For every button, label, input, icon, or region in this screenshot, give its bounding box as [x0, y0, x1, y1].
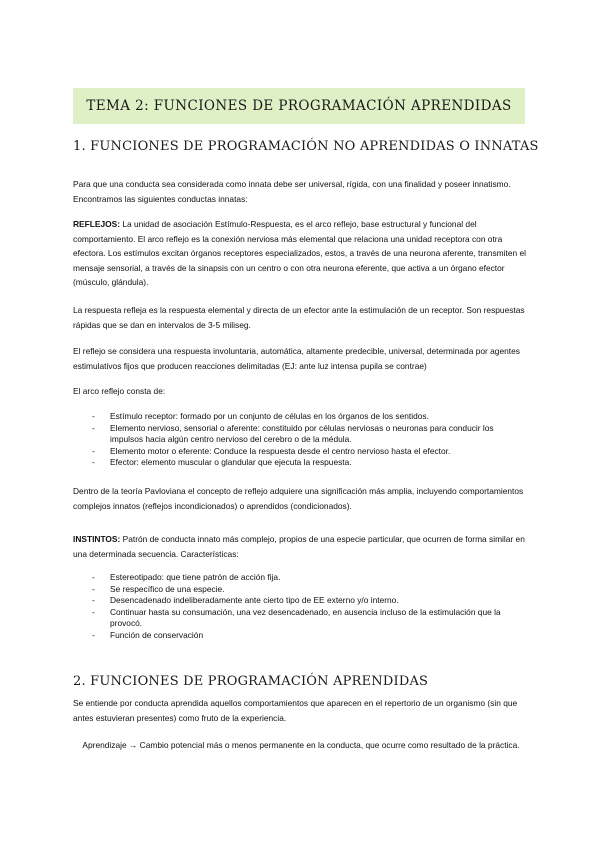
reflejos-text: La unidad de asociación Estímulo-Respuesta, es el arco reflejo, base estructural y funcional del comportamiento. El arco reflejo es la conexión nerviosa más elemental que relaciona una unidad receptora con otra efectora. Los estímulos excitan órganos receptores especializados, estos, a través de una neurona aferente, transmiten el mensaje sensorial, a través de la sinapsis con un centro o con otra neurona eferente, que activa a un órgano efector (músculo, glándula).: [73, 219, 526, 287]
bullet-dash: -: [92, 572, 95, 582]
aprendida-paragraph: Se entiende por conducta aprendida aquellos comportamientos que aparecen en el repertorio de un organismo (sin que antes estuvieran presentes) como fruto de la experiencia.: [73, 698, 518, 723]
list-item: - Elemento nervioso, sensorial o aferente: constituido por células nerviosas o neuronas para conducir los impulsos hacia algún centro nervioso del cerebro o de la médula.: [92, 422, 494, 444]
reflejo-involuntario-paragraph: El reflejo se considera una respuesta involuntaria, automática, altamente predecible, universal, determinada por agentes estimulativos fijos que producen reacciones delimitadas (EJ: ante luz intensa pupila se contrae): [73, 346, 520, 371]
list-item: - Función de conservación: [92, 629, 204, 640]
bullet-dash: -: [92, 583, 95, 594]
section-2-heading: 2. FUNCIONES DE PROGRAMACIÓN APRENDIDAS: [73, 674, 429, 689]
intro-paragraph: Para que una conducta sea considerada como innata debe ser universal, rígida, con una finalidad y poseer innatismo. Encontramos las siguientes conductas innatas:: [73, 179, 511, 204]
list-item: - Estereotipado: que tiene patrón de acción fija.: [92, 572, 281, 582]
reflejos-paragraph: [73, 217, 529, 290]
list-item: - Efector: elemento muscular o glandular que ejecuta la respuesta.: [92, 457, 352, 467]
title-banner: [73, 88, 525, 124]
instintos-label: INSTINTOS:: [73, 534, 121, 544]
bullet-dash: -: [92, 445, 95, 456]
bullet-dash: -: [92, 457, 95, 467]
arco-list: [92, 411, 528, 469]
reflejos-label: REFLEJOS:: [73, 219, 120, 229]
instintos-text: Patrón de conducta innato más complejo, propios de una especie particular, que ocurren de forma similar en una determinada secuencia. Características:: [73, 534, 525, 559]
bullet-dash: -: [92, 422, 95, 433]
bullet-dash: -: [92, 595, 95, 605]
list-item: - Desencadenado indeliberadamente ante cierto tipo de EE externo y/o interno.: [92, 595, 399, 605]
section-1-heading: 1. FUNCIONES DE PROGRAMACIÓN NO APRENDIDAS O INNATAS: [73, 139, 539, 154]
arco-intro-paragraph: El arco reflejo consta de:: [73, 386, 166, 396]
aprendizaje-definition: Aprendizaje → Cambio potencial más o menos permanente en la conducta, que ocurre como resultado de la práctica.: [82, 740, 520, 750]
instintos-list: [92, 572, 528, 641]
list-item: - Estímulo receptor: formado por un conjunto de células en los órganos de los sentidos.: [92, 411, 429, 421]
bullet-dash: -: [92, 411, 95, 421]
list-item: - Se respecífico de una especie.: [92, 583, 225, 594]
list-item: - Elemento motor o eferente: Conduce la respuesta desde el centro nervioso hasta el efector.: [92, 445, 451, 456]
list-item: - Continuar hasta su consumación, una vez desencadenado, en ausencia incluso de la estimulación que la provocó.: [92, 606, 501, 628]
bullet-dash: -: [92, 629, 95, 640]
respuesta-refleja-paragraph: La respuesta refleja es la respuesta elemental y directa de un efector ante la estimulación de un receptor. Son respuestas rápidas que se dan en intervalos de 3-5 miliseg.: [73, 305, 525, 330]
page-title: TEMA 2: FUNCIONES DE PROGRAMACIÓN APRENDIDAS: [86, 98, 512, 114]
instintos-paragraph: [73, 532, 529, 561]
bullet-dash: -: [92, 606, 95, 617]
pavlov-paragraph: Dentro de la teoría Pavloviana el concepto de reflejo adquiere una significación más amplia, incluyendo comportamientos complejos innatos (reflejos incondicionados) o aprendidos (condicionados).: [73, 486, 524, 511]
